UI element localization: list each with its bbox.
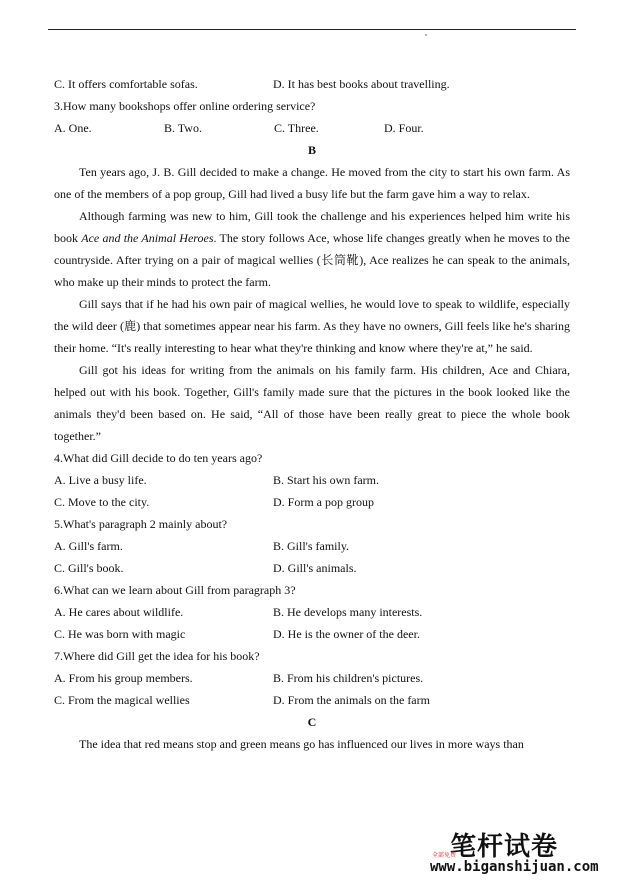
- section-b-paragraph-1: Ten years ago, J. B. Gill decided to make a change. He moved from the city to start his own farm. As one of the members of a pop group, Gill had lived a busy life but the farm gave him a way to relax.: [54, 165, 570, 201]
- q3-question: 3.How many bookshops offer online ordering service?: [54, 99, 316, 113]
- q4-option-b: B. Start his own farm.: [273, 473, 379, 487]
- q4-options-cd: [54, 491, 570, 513]
- q6-option-b: B. He develops many interests.: [273, 605, 423, 619]
- q5-options-cd: [54, 557, 570, 579]
- q3-option-c: C. Three.: [274, 121, 319, 135]
- q6-option-d: D. He is the owner of the deer.: [273, 627, 420, 641]
- section-b-paragraph-3: Gill says that if he had his own pair of magical wellies, he would love to speak to wildlife, especially the wild deer (鹿) that sometimes appear near his farm. As they have no owners, Gill feels like he's sharing their home. “It's really interesting to hear what they're thinking and know where they're at,” he said.: [54, 297, 570, 355]
- header-rule: [48, 29, 576, 30]
- book-title: Ace and the Animal Heroes: [81, 231, 214, 245]
- q4-options-ab: [54, 469, 570, 491]
- q5-option-b: B. Gill's family.: [273, 539, 350, 553]
- q7-option-d: D. From the animals on the farm: [273, 693, 430, 707]
- p2-text-after: . The story follows Ace, whose life changes greatly when he moves to the countryside. After trying on a pair of magical wellies (长筒靴), Ace realizes he can speak to the animals, who make up their minds to protect the farm.: [54, 231, 570, 289]
- q7-question: 7.Where did Gill get the idea for his book?: [54, 649, 260, 663]
- q3-options: [54, 117, 570, 139]
- q5-options-ab: [54, 535, 570, 557]
- q2-options-cd: [54, 73, 570, 95]
- section-b-heading: B: [307, 143, 316, 157]
- q7-option-b: B. From his children's pictures.: [273, 671, 424, 685]
- q7-options-ab: [54, 667, 570, 689]
- q7-option-a: A. From his group members.: [54, 671, 193, 685]
- q6-options-ab: [54, 601, 570, 623]
- q3-option-b: B. Two.: [164, 121, 202, 135]
- q6-question: 6.What can we learn about Gill from paragraph 3?: [54, 583, 296, 597]
- section-b-paragraph-2: [54, 205, 570, 293]
- q3-option-a: A. One.: [54, 121, 92, 135]
- q7-option-c: C. From the magical wellies: [54, 693, 190, 707]
- q6-option-a: A. He cares about wildlife.: [54, 605, 184, 619]
- header-dot: [425, 34, 427, 36]
- q5-option-c: C. Gill's book.: [54, 561, 124, 575]
- section-c-paragraph-1: The idea that red means stop and green means go has influenced our lives in more ways than: [79, 737, 524, 751]
- q4-option-c: C. Move to the city.: [54, 495, 150, 509]
- q2-option-c: C. It offers comfortable sofas.: [54, 77, 198, 91]
- watermark-title: 笔杆试卷: [450, 832, 559, 862]
- watermark-free-label: 全部免费: [432, 852, 457, 859]
- q4-option-d: D. Form a pop group: [273, 495, 374, 509]
- q5-question: 5.What's paragraph 2 mainly about?: [54, 517, 228, 531]
- q4-option-a: A. Live a busy life.: [54, 473, 147, 487]
- q6-option-c: C. He was born with magic: [54, 627, 186, 641]
- q6-options-cd: [54, 623, 570, 645]
- q3-option-d: D. Four.: [384, 121, 424, 135]
- q2-option-d: D. It has best books about travelling.: [273, 77, 450, 91]
- q7-options-cd: [54, 689, 570, 711]
- watermark-url: www.biganshijuan.com: [430, 859, 599, 875]
- q5-option-d: D. Gill's animals.: [273, 561, 357, 575]
- document-body: [54, 73, 570, 755]
- q4-question: 4.What did Gill decide to do ten years ago?: [54, 451, 263, 465]
- site-watermark: [430, 826, 599, 878]
- section-c-heading: C: [307, 715, 317, 729]
- q5-option-a: A. Gill's farm.: [54, 539, 123, 553]
- section-b-paragraph-4: Gill got his ideas for writing from the animals on his family farm. His children, Ace and Chiara, helped out with his book. Together, Gill's family made sure that the pictures in the book looked like the animals they'd been based on. He said, “All of those have been really great to piece the whole book together.”: [54, 363, 570, 443]
- p2-text-before: Although farming was new to him, Gill took the challenge and his experiences helped him write his book: [54, 209, 570, 245]
